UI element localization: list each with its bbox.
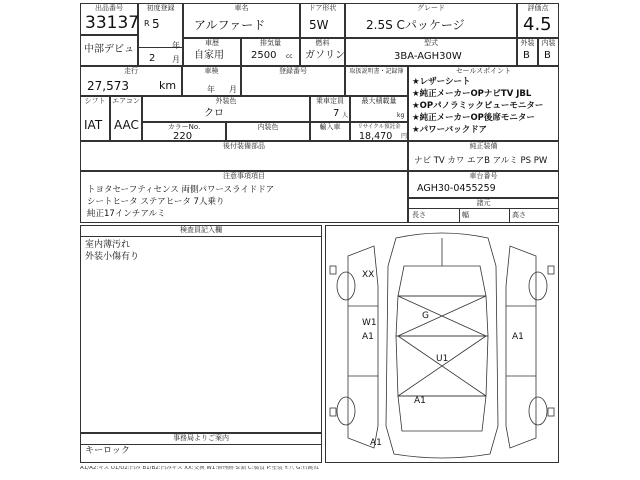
sales-point-5: ★パワーバックドア bbox=[412, 125, 487, 135]
lot-number: 33137 bbox=[85, 13, 140, 33]
first-reg-cell bbox=[138, 3, 183, 66]
width-label: 幅 bbox=[462, 211, 469, 219]
office-text: キーロック bbox=[85, 446, 130, 456]
grade-cell bbox=[345, 3, 517, 38]
model-cell bbox=[345, 38, 517, 66]
fuel-label: 燃料 bbox=[315, 39, 330, 47]
damage-mark-rear-left: A1 bbox=[370, 438, 382, 448]
notes-cell bbox=[80, 171, 408, 223]
exterior-color: クロ bbox=[204, 108, 224, 119]
lot-label: 出品番号 bbox=[95, 4, 123, 12]
sales-points-cell bbox=[408, 66, 559, 141]
usage-cell bbox=[183, 38, 241, 66]
fuel: ガソリン bbox=[305, 50, 345, 61]
equipment-label: 純正装備 bbox=[469, 142, 498, 150]
length-label: 長さ bbox=[412, 211, 426, 219]
capacity: 7 bbox=[333, 108, 340, 119]
specs-label: 諸元 bbox=[476, 199, 491, 207]
damage-mark-left-rear-door: A1 bbox=[362, 332, 374, 342]
after-parts-cell bbox=[80, 141, 408, 171]
exterior-color-cell bbox=[142, 96, 310, 122]
ac-label: エアコン bbox=[112, 97, 140, 105]
inspection-month: 月 bbox=[229, 85, 237, 94]
notes-label: 注意事項項目 bbox=[223, 172, 265, 180]
displacement: 2500 bbox=[251, 50, 277, 61]
reg-no-cell bbox=[241, 66, 345, 96]
inspector-label: 検査員記入欄 bbox=[180, 226, 222, 234]
month-unit: 月 bbox=[172, 55, 180, 64]
recycle-cell bbox=[350, 122, 408, 141]
usage: 自家用 bbox=[194, 50, 224, 61]
door-cell bbox=[300, 3, 345, 38]
office-label: 事務局よりご案内 bbox=[173, 434, 229, 442]
inspector-cell bbox=[80, 225, 322, 433]
import-cell bbox=[310, 122, 350, 141]
capacity-unit: 人 bbox=[342, 112, 349, 119]
records-cell bbox=[345, 66, 408, 96]
interior-grade-cell bbox=[538, 38, 559, 66]
reg-year: 5 bbox=[152, 17, 160, 31]
chassis-number: AGH30-0455259 bbox=[417, 183, 496, 194]
height-label: 高さ bbox=[512, 211, 526, 219]
color-no-label: カラーNo. bbox=[167, 123, 201, 131]
inspector-line-1: 室内薄汚れ bbox=[85, 240, 131, 250]
usage-label: 車歴 bbox=[205, 39, 219, 47]
exterior-grade: B bbox=[523, 50, 530, 61]
capacity-label: 乗車定員 bbox=[316, 97, 344, 105]
car-name-cell bbox=[183, 3, 300, 38]
after-parts-label: 後付装備部品 bbox=[223, 142, 265, 150]
import-label: 輸入車 bbox=[319, 123, 341, 131]
mileage: 27,573 bbox=[87, 79, 129, 93]
year-unit: 年 bbox=[172, 41, 180, 50]
exterior-grade-label: 外装 bbox=[520, 39, 535, 47]
car-name: アルファード bbox=[194, 18, 266, 32]
load-label: 最大積載量 bbox=[361, 97, 397, 105]
model-label: 型式 bbox=[424, 39, 438, 47]
color-no: 220 bbox=[173, 131, 193, 142]
car-outline-icon bbox=[326, 226, 558, 462]
damage-mark-roof: U1 bbox=[436, 354, 449, 364]
door-label: ドア形状 bbox=[308, 4, 337, 12]
ac-cell bbox=[110, 96, 142, 141]
inspection-year: 年 bbox=[207, 85, 215, 94]
damage-mark-front-left: XX bbox=[362, 270, 375, 280]
displacement-cell bbox=[241, 38, 300, 66]
chassis-label: 車台番号 bbox=[469, 172, 498, 180]
debut-text: 中部デビュ bbox=[84, 44, 134, 55]
displacement-label: 排気量 bbox=[260, 39, 281, 47]
recycle: 18,470 bbox=[359, 131, 393, 142]
damage-mark-right-door: A1 bbox=[512, 332, 524, 342]
damage-mark-windshield: G bbox=[422, 311, 429, 321]
damage-mark-rear: A1 bbox=[414, 396, 426, 406]
interior-color-label: 内装色 bbox=[257, 123, 279, 131]
first-reg-label: 初度登録 bbox=[146, 4, 175, 12]
sales-point-4: ★純正メーカーOP後席モニター bbox=[412, 113, 535, 123]
fuel-cell bbox=[300, 38, 345, 66]
reg-no-label: 登録番号 bbox=[279, 67, 307, 75]
mileage-cell bbox=[80, 66, 182, 96]
score-label: 評価点 bbox=[527, 4, 549, 12]
ac: AAC bbox=[114, 118, 139, 132]
chassis-cell bbox=[408, 171, 559, 198]
displacement-unit: cc bbox=[286, 53, 293, 60]
color-no-cell bbox=[142, 122, 226, 141]
grade: 2.5S Cパッケージ bbox=[366, 18, 465, 32]
interior-grade-label: 内装 bbox=[541, 39, 556, 47]
equipment: ナビ TV カワ エアB アルミ PS PW bbox=[414, 156, 548, 166]
note-line-3: 純正17インチアルミ bbox=[87, 209, 166, 219]
sales-point-2: ★純正メーカーOPナビTV JBL bbox=[412, 89, 532, 99]
capacity-cell bbox=[310, 96, 350, 122]
inspector-line-2: 外装小傷有り bbox=[85, 252, 140, 262]
office-cell bbox=[80, 433, 322, 463]
sales-points-label: セールスポイント bbox=[455, 67, 512, 75]
car-name-label: 車名 bbox=[234, 4, 249, 12]
damage-diagram bbox=[325, 225, 559, 463]
inspection-label: 車検 bbox=[204, 67, 219, 75]
mileage-unit: km bbox=[159, 79, 177, 92]
records-label: 取扱説明書・記録簿 bbox=[349, 68, 404, 75]
sales-point-3: ★OPパノラミックビューモニター bbox=[412, 101, 544, 111]
inspection-cell bbox=[182, 66, 241, 96]
recycle-label: リサイクル預託金 bbox=[357, 124, 401, 130]
load-cell bbox=[350, 96, 408, 122]
equipment-cell bbox=[408, 141, 559, 171]
shift: IAT bbox=[84, 118, 103, 132]
shift-label: シフト bbox=[84, 97, 106, 105]
lot-cell bbox=[80, 3, 138, 35]
grade-label: グレード bbox=[417, 4, 445, 12]
reg-month: 2 bbox=[149, 53, 156, 64]
exterior-color-label: 外装色 bbox=[215, 97, 237, 105]
score-cell bbox=[517, 3, 559, 38]
shift-cell bbox=[80, 96, 110, 141]
interior-color-cell bbox=[226, 122, 310, 141]
score: 4.5 bbox=[523, 14, 552, 35]
recycle-unit: 円 bbox=[401, 133, 408, 140]
debut-cell bbox=[80, 35, 138, 66]
legend-text: A1/A2:キズ U1/U2:凹み B1/B2:凹みキズ XX:交換 W1:修理跡 S:錆 C:腐食 P:塗装 Y:穴 G:石跳ね bbox=[80, 466, 319, 471]
exterior-grade-cell bbox=[517, 38, 538, 66]
era: R bbox=[144, 19, 150, 28]
mileage-label: 走行 bbox=[124, 67, 138, 75]
model: 3BA-AGH30W bbox=[394, 51, 462, 62]
load-unit: kg bbox=[397, 112, 405, 119]
damage-mark-left-door: W1 bbox=[362, 318, 377, 328]
note-line-1: トヨタセーフティセンス 両側パワースライドドア bbox=[87, 185, 275, 195]
specs-cell bbox=[408, 198, 559, 223]
interior-grade: B bbox=[544, 50, 551, 61]
note-line-2: シートヒータ ステアヒータ 7人乗り bbox=[87, 197, 225, 207]
door-type: 5W bbox=[309, 18, 329, 32]
sales-point-1: ★レザーシート bbox=[412, 77, 471, 87]
